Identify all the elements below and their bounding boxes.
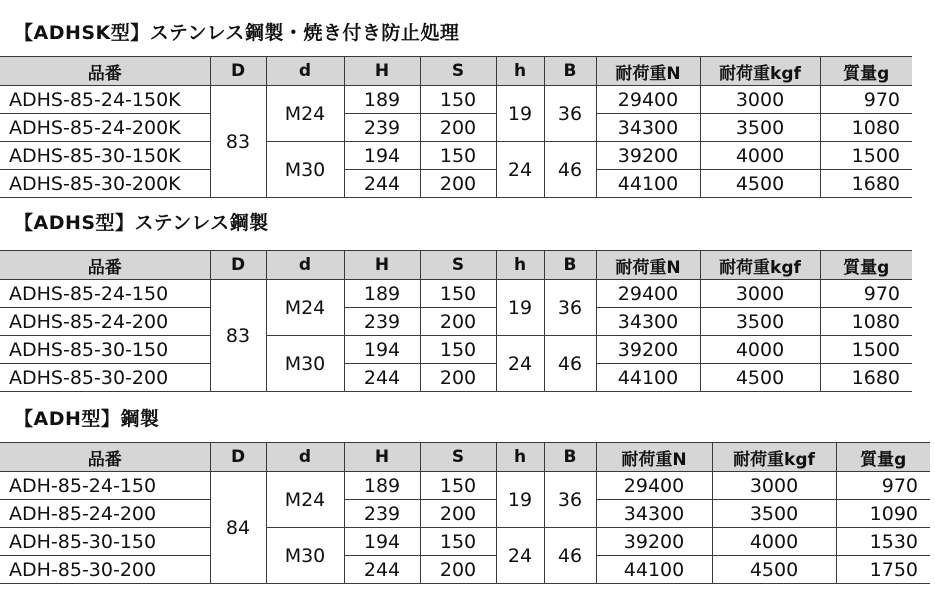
header-load-n: 耐荷重N <box>596 443 712 472</box>
header-D: D <box>210 57 266 86</box>
cell-S: 150 <box>420 336 496 364</box>
cell-S: 200 <box>420 170 496 198</box>
header-S: S <box>420 251 496 280</box>
cell-mass: 1680 <box>820 170 912 198</box>
cell-H: 244 <box>344 170 420 198</box>
header-B: B <box>544 57 596 86</box>
table-row <box>0 364 912 392</box>
cell-mass: 1080 <box>820 114 912 142</box>
spec-table <box>0 56 912 198</box>
cell-D: 83 <box>210 86 266 198</box>
header-mass: 質量g <box>836 443 930 472</box>
header-B: B <box>544 251 596 280</box>
header-row <box>0 443 930 472</box>
header-model: 品番 <box>0 443 210 472</box>
cell-h: 24 <box>496 528 544 584</box>
header-B: B <box>544 443 596 472</box>
table-row <box>0 336 912 364</box>
table-row <box>0 86 912 114</box>
cell-load-n: 29400 <box>596 472 712 500</box>
cell-load-kgf: 4000 <box>700 336 820 364</box>
cell-B: 36 <box>544 86 596 142</box>
cell-model: ADHS-85-30-150 <box>0 336 210 364</box>
header-S: S <box>420 57 496 86</box>
cell-S: 150 <box>420 280 496 308</box>
table-row <box>0 280 912 308</box>
table-row <box>0 170 912 198</box>
header-H: H <box>344 57 420 86</box>
header-h: h <box>496 251 544 280</box>
cell-load-n: 34300 <box>596 114 700 142</box>
section-title: 【ADH型】鋼製 <box>14 408 160 430</box>
cell-h: 19 <box>496 86 544 142</box>
cell-load-n: 44100 <box>596 556 712 584</box>
table-row <box>0 472 930 500</box>
cell-model: ADH-85-30-200 <box>0 556 210 584</box>
section-title: 【ADHSK型】ステンレス鋼製・焼き付き防止処理 <box>14 22 460 44</box>
cell-model: ADHS-85-24-200 <box>0 308 210 336</box>
cell-model: ADH-85-24-150 <box>0 472 210 500</box>
cell-load-kgf: 4500 <box>700 364 820 392</box>
cell-load-kgf: 4000 <box>712 528 836 556</box>
spec-table <box>0 250 912 392</box>
cell-H: 239 <box>344 500 420 528</box>
header-load-kgf: 耐荷重kgf <box>700 251 820 280</box>
cell-model: ADH-85-30-150 <box>0 528 210 556</box>
cell-mass: 1680 <box>820 364 912 392</box>
cell-D: 84 <box>210 472 266 584</box>
cell-H: 239 <box>344 308 420 336</box>
cell-S: 200 <box>420 556 496 584</box>
cell-model: ADH-85-24-200 <box>0 500 210 528</box>
cell-load-kgf: 4500 <box>700 170 820 198</box>
cell-d: M24 <box>266 280 344 336</box>
cell-d: M24 <box>266 472 344 528</box>
cell-load-kgf: 4500 <box>712 556 836 584</box>
cell-S: 200 <box>420 500 496 528</box>
cell-model: ADHS-85-30-200 <box>0 364 210 392</box>
cell-mass: 1530 <box>836 528 930 556</box>
cell-load-kgf: 3500 <box>700 308 820 336</box>
header-model: 品番 <box>0 57 210 86</box>
cell-load-kgf: 3000 <box>700 280 820 308</box>
header-D: D <box>210 443 266 472</box>
cell-mass: 1500 <box>820 336 912 364</box>
cell-S: 150 <box>420 472 496 500</box>
cell-S: 150 <box>420 528 496 556</box>
cell-load-kgf: 3500 <box>712 500 836 528</box>
section-title: 【ADHS型】ステンレス鋼製 <box>14 212 269 234</box>
spec-table <box>0 442 930 584</box>
cell-model: ADHS-85-30-200K <box>0 170 210 198</box>
header-d: d <box>266 57 344 86</box>
cell-mass: 1080 <box>820 308 912 336</box>
cell-load-kgf: 3500 <box>700 114 820 142</box>
header-load-kgf: 耐荷重kgf <box>712 443 836 472</box>
cell-S: 150 <box>420 142 496 170</box>
table-row <box>0 142 912 170</box>
cell-B: 46 <box>544 336 596 392</box>
table-row <box>0 500 930 528</box>
cell-model: ADHS-85-24-200K <box>0 114 210 142</box>
cell-load-n: 39200 <box>596 142 700 170</box>
cell-H: 194 <box>344 528 420 556</box>
cell-H: 244 <box>344 556 420 584</box>
cell-load-n: 44100 <box>596 170 700 198</box>
cell-mass: 1750 <box>836 556 930 584</box>
cell-S: 200 <box>420 364 496 392</box>
cell-mass: 970 <box>820 280 912 308</box>
header-mass: 質量g <box>820 251 912 280</box>
cell-H: 189 <box>344 280 420 308</box>
table-row <box>0 114 912 142</box>
header-row <box>0 251 912 280</box>
header-model: 品番 <box>0 251 210 280</box>
header-row <box>0 57 912 86</box>
cell-d: M30 <box>266 336 344 392</box>
cell-h: 19 <box>496 472 544 528</box>
cell-h: 19 <box>496 280 544 336</box>
cell-mass: 1500 <box>820 142 912 170</box>
cell-load-kgf: 4000 <box>700 142 820 170</box>
cell-load-n: 29400 <box>596 280 700 308</box>
table-row <box>0 528 930 556</box>
cell-mass: 970 <box>820 86 912 114</box>
cell-d: M24 <box>266 86 344 142</box>
cell-model: ADHS-85-24-150 <box>0 280 210 308</box>
cell-h: 24 <box>496 142 544 198</box>
cell-S: 200 <box>420 308 496 336</box>
cell-H: 194 <box>344 142 420 170</box>
cell-H: 239 <box>344 114 420 142</box>
cell-H: 244 <box>344 364 420 392</box>
cell-H: 189 <box>344 472 420 500</box>
cell-load-n: 29400 <box>596 86 700 114</box>
cell-S: 200 <box>420 114 496 142</box>
cell-mass: 1090 <box>836 500 930 528</box>
cell-B: 36 <box>544 280 596 336</box>
cell-load-n: 44100 <box>596 364 700 392</box>
table-row <box>0 308 912 336</box>
cell-model: ADHS-85-30-150K <box>0 142 210 170</box>
cell-B: 36 <box>544 472 596 528</box>
cell-load-kgf: 3000 <box>712 472 836 500</box>
header-load-kgf: 耐荷重kgf <box>700 57 820 86</box>
header-load-n: 耐荷重N <box>596 57 700 86</box>
cell-load-n: 34300 <box>596 500 712 528</box>
cell-H: 189 <box>344 86 420 114</box>
cell-model: ADHS-85-24-150K <box>0 86 210 114</box>
cell-B: 46 <box>544 142 596 198</box>
table-row <box>0 556 930 584</box>
header-mass: 質量g <box>820 57 912 86</box>
cell-load-kgf: 3000 <box>700 86 820 114</box>
cell-H: 194 <box>344 336 420 364</box>
header-load-n: 耐荷重N <box>596 251 700 280</box>
header-d: d <box>266 251 344 280</box>
header-h: h <box>496 443 544 472</box>
header-S: S <box>420 443 496 472</box>
cell-d: M30 <box>266 142 344 198</box>
header-H: H <box>344 443 420 472</box>
cell-mass: 970 <box>836 472 930 500</box>
header-H: H <box>344 251 420 280</box>
cell-load-n: 34300 <box>596 308 700 336</box>
cell-d: M30 <box>266 528 344 584</box>
header-d: d <box>266 443 344 472</box>
cell-load-n: 39200 <box>596 528 712 556</box>
cell-h: 24 <box>496 336 544 392</box>
header-D: D <box>210 251 266 280</box>
cell-load-n: 39200 <box>596 336 700 364</box>
cell-B: 46 <box>544 528 596 584</box>
cell-S: 150 <box>420 86 496 114</box>
cell-D: 83 <box>210 280 266 392</box>
header-h: h <box>496 57 544 86</box>
